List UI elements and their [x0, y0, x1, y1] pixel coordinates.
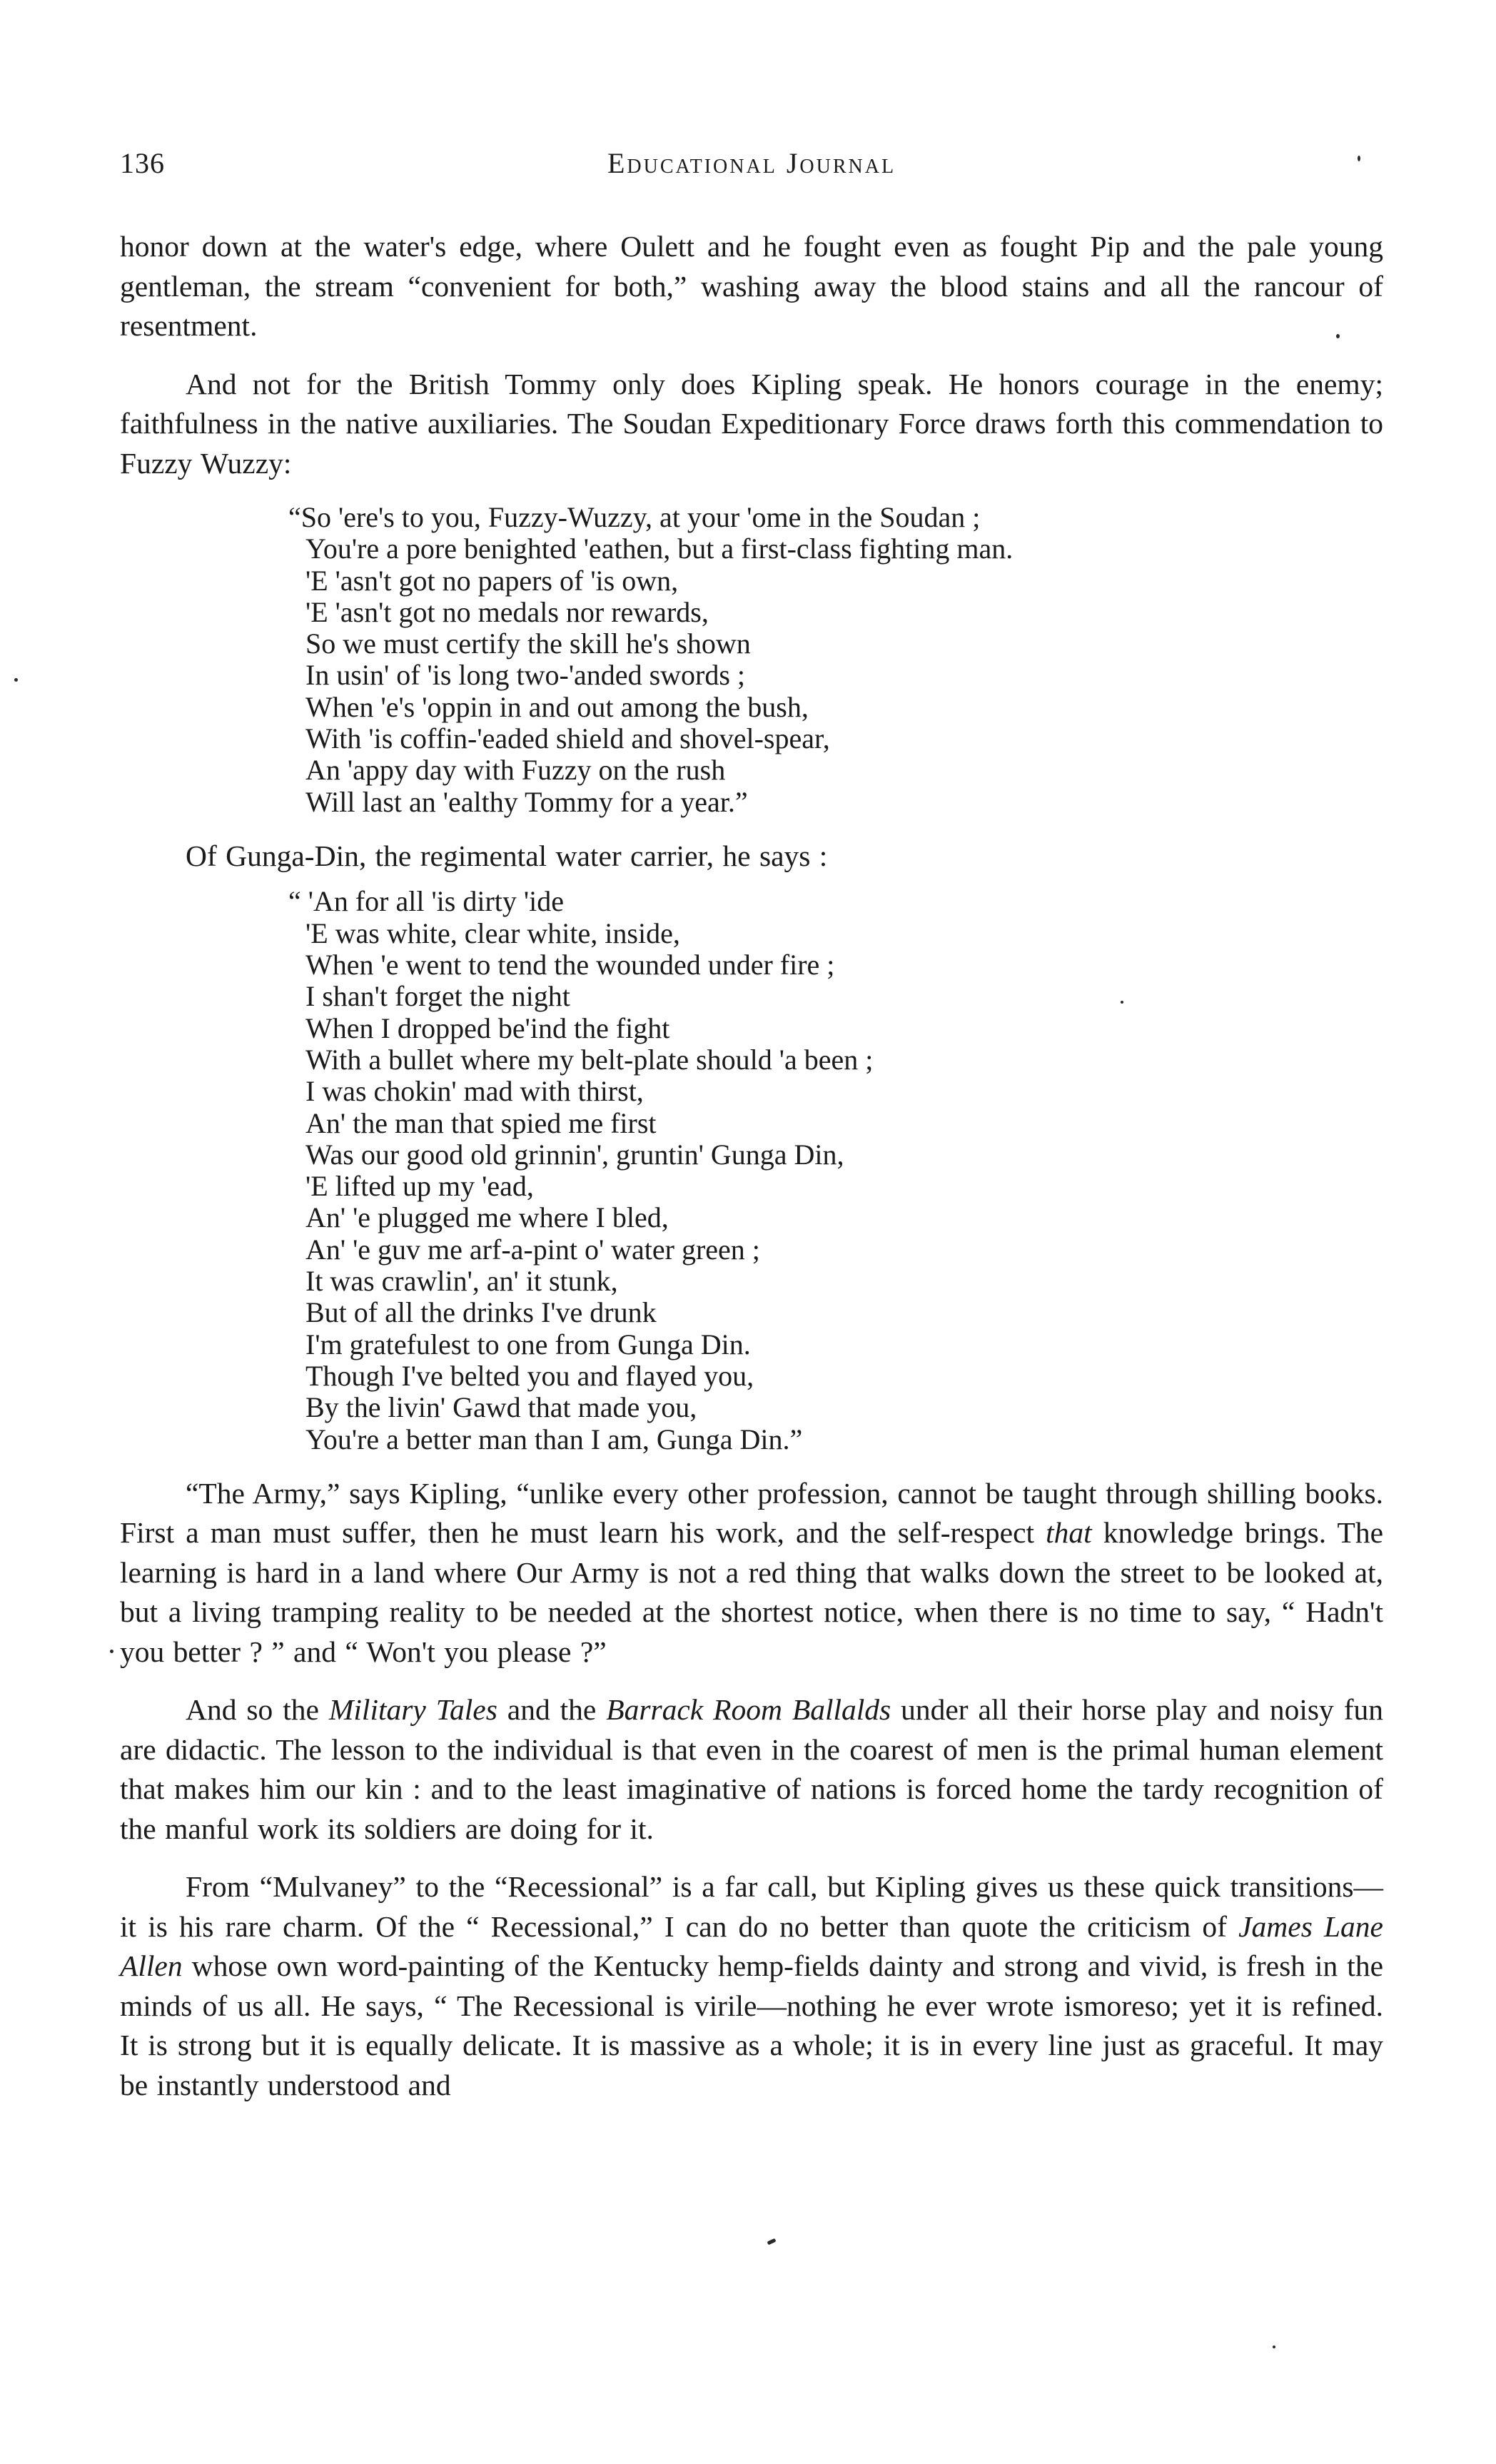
verse-line: An' 'e plugged me where I bled, — [305, 1201, 669, 1234]
book-title-barrack-room-ballads: Barrack Room Ballalds — [606, 1693, 891, 1727]
verse-line: I shan't forget the night — [305, 980, 570, 1013]
verse-line: 'E 'asn't got no papers of 'is own, — [305, 564, 679, 597]
verse-line: By the livin' Gawd that made you, — [305, 1391, 697, 1424]
paragraph-text: “The Army,” says Kipling, “unlike every other profession, cannot be taught through shilling books. First a man must suffer, then he must learn his work, and the self-respect — [120, 1476, 1383, 1550]
print-speck — [1121, 1001, 1123, 1004]
verse-line: An 'appy day with Fuzzy on the rush — [305, 754, 726, 787]
paragraph-text: knowledge brings. The learning is hard in a land where Our Army is not a red thing that walks down the street to be looked at, but a living tramping reality to be needed at the shortest notice, when there is no time to say, “ Hadn't you better ? ” and “ Won't you please ?” — [120, 1516, 1384, 1668]
verse-fuzzy-wuzzy — [120, 502, 1383, 818]
verse-line: “ 'An for all 'is dirty 'ide — [288, 885, 564, 918]
print-speck — [1358, 156, 1360, 161]
page-header — [120, 146, 1383, 189]
paragraph-text: and the — [497, 1693, 607, 1727]
verse-line: 'E lifted up my 'ead, — [305, 1170, 534, 1203]
verse-line: 'E 'asn't got no medals nor rewards, — [305, 595, 709, 628]
verse-line: In usin' of 'is long two-'anded swords ; — [305, 659, 746, 692]
verse-line: But of all the drinks I've drunk — [305, 1296, 657, 1329]
verse-line: When I dropped be'ind the fight — [305, 1011, 670, 1044]
print-speck — [14, 678, 18, 682]
paragraph-duel — [120, 227, 1383, 346]
verse-line: 'E was white, clear white, inside, — [305, 917, 680, 949]
verse-line: I'm gratefulest to one from Gunga Din. — [305, 1328, 751, 1360]
print-speck — [110, 1650, 113, 1653]
verse-line: An' the man that spied me first — [305, 1106, 657, 1139]
paragraph-gunga-din-intro: Of Gunga-Din, the regimental water carrier, he says : — [186, 839, 828, 872]
book-title-military-tales: Military Tales — [328, 1693, 497, 1727]
verse-line: I was chokin' mad with thirst, — [305, 1075, 644, 1108]
verse-line: With a bullet where my belt-plate should 'a been ; — [305, 1043, 874, 1076]
verse-line: Though I've belted you and flayed you, — [305, 1359, 754, 1392]
verse-line: “So 'ere's to you, Fuzzy-Wuzzy, at your 'ome in the Soudan ; — [288, 501, 981, 533]
verse-line: An' 'e guv me arf-a-pint o' water green ; — [305, 1233, 760, 1266]
page-number: 136 — [120, 147, 165, 179]
verse-line: So we must certify the skill he's shown — [305, 627, 751, 660]
paragraph-text: under all their horse play and noisy fun are didactic. The lesson to the individual is that even in the coarest of men is the primal human element that makes him our kin : and to the least imaginative of nations is forced home the tardy recognition of the manful work its soldiers are doing for it. — [120, 1693, 1384, 1845]
verse-line: With 'is coffin-'eaded shield and shovel-spear, — [305, 722, 830, 755]
paragraph-text: And so the — [186, 1693, 329, 1727]
paragraph-the-army — [120, 1474, 1383, 1672]
paragraph-british-tommy — [120, 365, 1383, 484]
verse-line: Will last an 'ealthy Tommy for a year.” — [305, 785, 748, 818]
paragraph-text: whose own word-painting of the Kentucky hemp-fields dainty and strong and vivid, is fresh in the minds of us all. He says, “ The Recessional is virile—nothing he ever wrote ismoreso; yet it is refined. It is strong but it is equally delicate. It is massive as a whole; it is in every line just as graceful. It may be instantly understood and — [120, 1949, 1383, 2101]
verse-line: You're a better man than I am, Gunga Din.” — [305, 1423, 803, 1455]
paragraph-military-tales — [120, 1690, 1383, 1849]
paragraph-text: honor down at the water's edge, where Oulett and he fought even as fought Pip and the pale young gentleman, the stream “convenient for both,” washing away the blood stains and all the rancour of resentment. — [120, 230, 1383, 342]
article-body — [120, 227, 1383, 2124]
verse-line: It was crawlin', an' it stunk, — [305, 1265, 618, 1298]
verse-line: When 'e's 'oppin in and out among the bush, — [305, 690, 809, 723]
verse-line: Was our good old grinnin', gruntin' Gunga Din, — [305, 1138, 844, 1171]
paragraph-text: And not for the British Tommy only does Kipling speak. He honors courage in the enemy; faithfulness in the native auxiliaries. The Soudan Expeditionary Force draws forth this commendation to Fuzzy Wuzzy: — [120, 367, 1383, 480]
running-head: Educational Journal — [607, 147, 896, 179]
paragraph-text: From “Mulvaney” to the “Recessional” is a far call, but Kipling gives us these quick transitions—it is his rare charm. Of the “ Recessional,” I can do no better than quote the criticism of — [120, 1870, 1383, 1943]
print-speck — [767, 2238, 777, 2246]
verse-line: You're a pore benighted 'eathen, but a first-class fighting man. — [305, 532, 1014, 565]
verse-gunga-din — [120, 886, 1383, 1455]
print-speck — [1336, 334, 1340, 338]
print-speck — [1273, 2346, 1275, 2348]
paragraph-recessional — [120, 1867, 1383, 2105]
verse-line: When 'e went to tend the wounded under fire ; — [305, 949, 835, 981]
author-name-james-lane-allen: James Lane Allen — [120, 1909, 1383, 1983]
italic-word: that — [1046, 1516, 1092, 1550]
